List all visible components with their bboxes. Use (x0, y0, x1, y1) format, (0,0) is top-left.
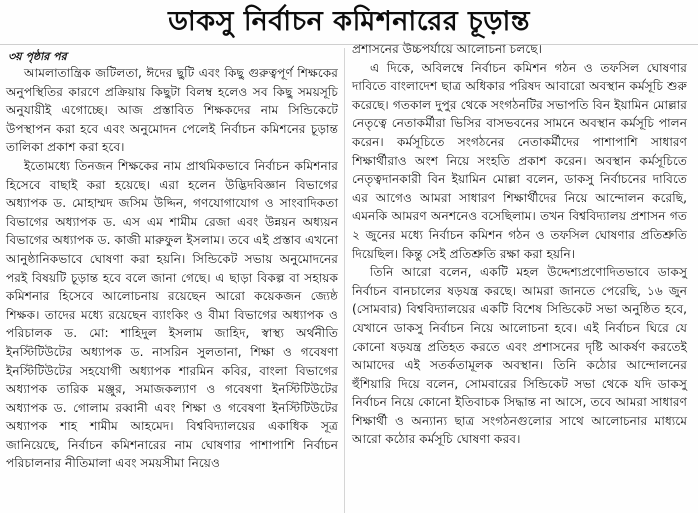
right-paragraph-3: তিনি আরো বলেন, একটি মহল উদ্দেশ্যপ্রণোদিতভাবে ডাকসু নির্বাচন বানচালের ষড়যন্ত্র করছে। আমরা জানতে পেরেছি, ১৬ জুন (সোমবার) বিশ্ববিদ্যালয়ের একটি বিশেষ সিন্ডিকেট সভা অনুষ্ঠিত হবে, যেখানে ডাকসু নির্বাচন নিয়ে আলোচনা হবে। এই নির্বাচন ঘিরে যে কোনো ষড়যন্ত্র প্রতিহত করতে এবং প্রশাসনের দৃষ্টি আকর্ষণ করতেই আমাদের এই সতর্কতামূলক অবস্থান। তিনি কঠোর আন্দোলনের হুঁশিয়ারি দিয়ে বলেন, সোমবারের সিন্ডিকেট সভা থেকে যদি ডাকসু নির্বাচন নিয়ে কোনো ইতিবাচক সিদ্ধান্ত না আসে, তবে আমরা সাধারণ শিক্ষার্থী ও অন্যান্য ছাত্র সংগঠনগুলোর সাথে আলোচনার মাধ্যমে আরো কঠোর কর্মসূচি ঘোষণা করব। (352, 265, 687, 447)
right-column (352, 40, 687, 449)
left-column (6, 64, 338, 473)
column-divider (344, 48, 345, 513)
headline: ডাকসু নির্বাচন কমিশনারের চূড়ান্ত (0, 0, 698, 45)
continuation-marker: ৩য় পৃষ্ঠার পর (8, 50, 67, 63)
left-paragraph-2: ইতোমধ্যে তিনজন শিক্ষকের নাম প্রাথমিকভাবে নির্বাচন কমিশনার হিসেবে বাছাই করা হয়েছে। এরা হলেন উদ্ভিদবিজ্ঞান বিভাগের অধ্যাপক ড. মোহাম্মদ জসিম উদ্দিন, গণযোগাযোগ ও সাংবাদিকতা বিভাগের অধ্যাপক ড. এস এম শামীম রেজা এবং উন্নয়ন অধ্যয়ন বিভাগের অধ্যাপক ড. কাজী মারুফুল ইসলাম। তবে এই প্রস্তাব এখনো আনুষ্ঠানিকভাবে ঘোষণা করা হয়নি। সিন্ডিকেট সভায় অনুমোদনের পরই বিষয়টি চূড়ান্ত হবে বলে জানা গেছে। এ ছাড়া বিকল্প বা সহায়ক কমিশনার হিসেবে আলোচনায় রয়েছেন আরো কয়েকজন জ্যেষ্ঠ শিক্ষক। তাদের মধ্যে রয়েছেন ব্যাংকিং ও বীমা বিভাগের অধ্যাপক ও পরিচালক ড. মো: শাহিদুল ইসলাম জাহিদ, স্বাস্থ্য অর্থনীতি ইনস্টিটিউটের অধ্যাপক ড. নাসরিন সুলতানা, শিক্ষা ও গবেষণা ইনস্টিটিউটের সহযোগী অধ্যাপক শারমিন কবির, বাংলা বিভাগের অধ্যাপক তারিক মঞ্জুর, সমাজকল্যাণ ও গবেষণা ইনস্টিটিউটের অধ্যাপক ড. গোলাম রব্বানী এবং শিক্ষা ও গবেষণা ইনস্টিটিউটের অধ্যাপক শাহ শামীম আহমেদ। বিশ্ববিদ্যালয়ের একাধিক সূত্র জানিয়েছে, নির্বাচন কমিশনারের নাম ঘোষণার পাশাপাশি নির্বাচন পরিচালনার নীতিমালা এবং সময়সীমা নিয়েও (6, 158, 338, 471)
right-paragraph-1: প্রশাসনের উচ্চপর্যায়ে আলোচনা চলছে। (352, 42, 542, 56)
left-paragraph-1: আমলাতান্ত্রিক জটিলতা, ঈদের ছুটি এবং কিছু গুরুত্বপূর্ণ শিক্ষকের অনুপস্থিতির কারণে প্রক্রিয়ায় কিছুটা বিলম্ব হলেও সব কিছু সময়সূচি অনুযায়ীই এগোচ্ছে। আজ প্রস্তাবিত শিক্ষকদের নাম সিন্ডিকেটে উপস্থাপন করা হবে এবং অনুমোদন পেলেই নির্বাচন কমিশনের চূড়ান্ত তালিকা প্রকাশ করা হবে। (6, 66, 338, 155)
right-paragraph-2: এ দিকে, অবিলম্বে নির্বাচন কমিশন গঠন ও তফসিল ঘোষণার দাবিতে বাংলাদেশ ছাত্র অধিকার পরিষদ আবারো অবস্থান কর্মসূচি শুরু করেছে। গতকাল দুপুর থেকে সংগঠনটির সভাপতি বিন ইয়ামিন মোল্লার নেতৃত্বে নেতাকর্মীরা ভিসির বাসভবনের সামনে অবস্থান কর্মসূচি পালন করেন। কর্মসূচিতে সংগঠনের নেতাকর্মীদের পাশাপাশি সাধারণ শিক্ষার্থীরাও অংশ নিয়ে সংহতি প্রকাশ করেন। অবস্থান কর্মসূচিতে নেতৃত্বদানকারী বিন ইয়ামিন মোল্লা বলেন, ডাকসু নির্বাচনের দাবিতে এর আগেও আমরা সাধারণ শিক্ষার্থীদের নিয়ে আন্দোলন করেছি, এমনকি আমরণ অনশনেও বসেছিলাম। তখন বিশ্ববিদ্যালয় প্রশাসন গত ২ জুনের মধ্যে নির্বাচন কমিশন গঠন ও তফসিল ঘোষণার প্রতিশ্রুতি দিয়েছিল। কিন্তু সেই প্রতিশ্রুতি রক্ষা করা হয়নি। (352, 60, 687, 261)
